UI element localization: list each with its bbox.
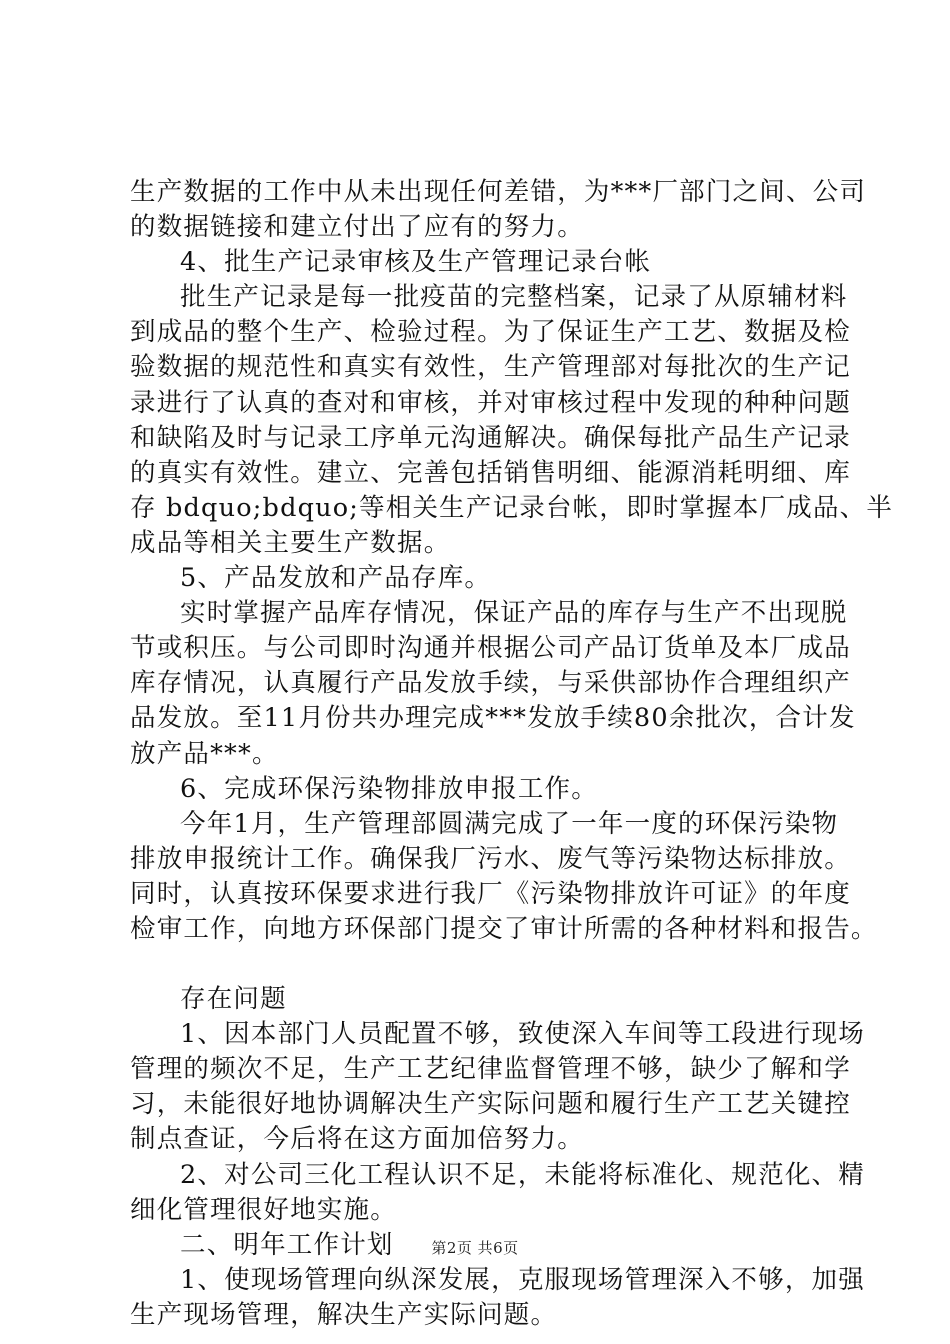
body-line: 品发放。至11月份共办理完成***发放手续80余批次，合计发 [130,703,856,734]
body-line: 批生产记录是每一批疫苗的完整档案，记录了从原辅材料 [180,282,848,313]
body-line: 和缺陷及时与记录工序单元沟通解决。确保每批产品生产记录 [130,422,851,453]
body-line: 管理的频次不足，生产工艺纪律监督管理不够，缺少了解和学 [130,1054,851,1085]
body-line: 制点查证，今后将在这方面加倍努力。 [130,1124,584,1155]
body-line: 实时掌握产品库存情况，保证产品的库存与生产不出现脱 [180,598,848,629]
body-line: 的真实有效性。建立、完善包括销售明细、能源消耗明细、库 [130,457,851,488]
body-line: 细化管理很好地实施。 [130,1194,398,1225]
body-line: 放产品***。 [130,738,279,769]
body-line: 今年1月，生产管理部圆满完成了一年一度的环保污染物 [180,808,839,839]
document-body [130,175,894,1333]
body-line: 生产数据的工作中从未出现任何差错，为***厂部门之间、公司 [130,177,867,207]
body-line: 生产现场管理，解决生产实际问题。 [130,1299,558,1330]
section-heading: 6、完成环保污染物排放申报工作。 [180,773,598,804]
page-footer: 第2页 共6页 [431,1239,519,1257]
body-line: 排放申报统计工作。确保我厂污水、废气等污染物达标排放。 [130,843,851,874]
body-line: 2、对公司三化工程认识不足，未能将标准化、规范化、精 [180,1159,865,1190]
body-line: 验数据的规范性和真实有效性，生产管理部对每批次的生产记 [130,352,851,383]
section-heading: 二、明年工作计划 [180,1229,394,1260]
body-line: 节或积压。与公司即时沟通并根据公司产品订货单及本厂成品 [130,633,851,664]
paragraph-gap [130,947,830,982]
body-line: 的数据链接和建立付出了应有的努力。 [130,212,584,243]
body-line: 成品等相关主要生产数据。 [130,527,451,558]
body-line: 1、因本部门人员配置不够，致使深入车间等工段进行现场 [180,1019,865,1050]
body-line: 存 bdquo;bdquo;等相关生产记录台帐，即时掌握本厂成品、半 [130,492,894,523]
body-line: 检审工作，向地方环保部门提交了审计所需的各种材料和报告。 [130,913,878,944]
body-line: 库存情况，认真履行产品发放手续，与采供部协作合理组织产 [130,668,851,699]
section-heading: 4、批生产记录审核及生产管理记录台帐 [180,247,652,278]
section-heading: 存在问题 [180,984,287,1015]
body-line: 同时，认真按环保要求进行我厂《污染物排放许可证》的年度 [130,878,851,909]
body-line: 习，未能很好地协调解决生产实际问题和履行生产工艺关键控 [130,1089,851,1120]
body-line: 到成品的整个生产、检验过程。为了保证生产工艺、数据及检 [130,317,851,348]
section-heading: 5、产品发放和产品存库。 [180,563,492,594]
body-line: 1、使现场管理向纵深发展，克服现场管理深入不够，加强 [180,1264,865,1295]
body-line: 录进行了认真的查对和审核，并对审核过程中发现的种种问题 [130,387,851,418]
